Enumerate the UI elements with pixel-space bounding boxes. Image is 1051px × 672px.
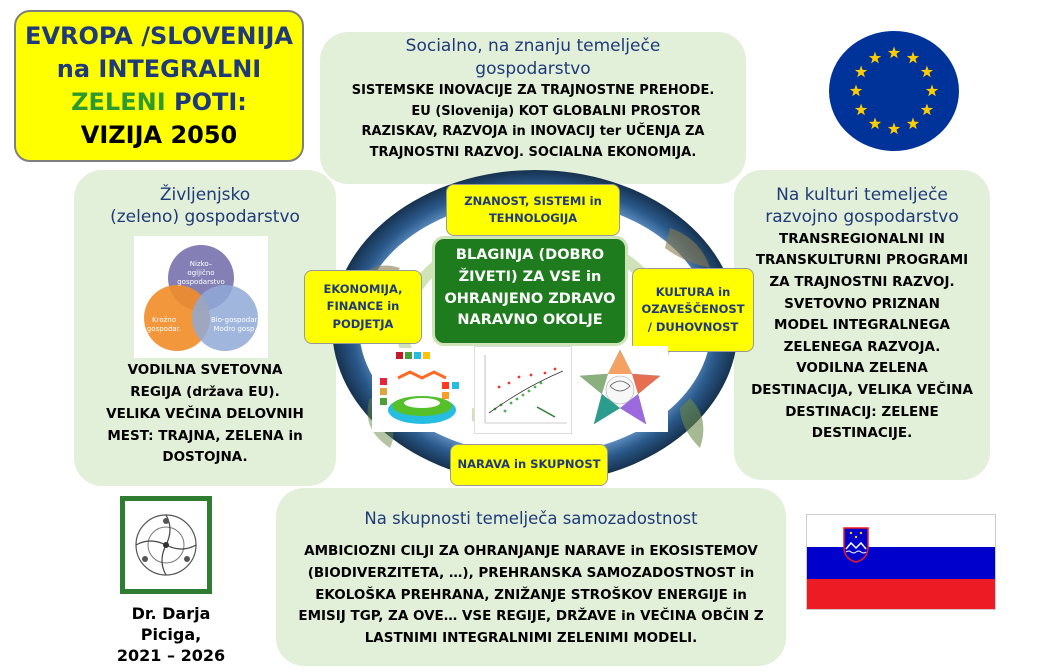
economy-finance-line-2: FINANCE in [326,299,400,314]
culture-economy-title-1: Na kulturi temelječe [776,185,948,205]
venn-top-label-3: gospodarstvo [177,278,225,286]
title-line-3 [16,86,302,119]
knowledge-economy-body-2: EU (Slovenija) KOT GLOBALNI PROSTOR [411,103,701,119]
nature-community-label: NARAVA in SKUPNOST [457,457,601,472]
earth-star-diagram [572,346,668,432]
community-body-2: (BIODIVERZITETA, …), PREHRANSKA SAMOZADOSTNOST in [307,565,755,582]
venn-left-label-2: gospodar. [146,325,182,333]
community-body-1: AMBICIOZNI CILJI ZA OHRANJANJE NARAVE in EKOSISTEMOV [304,543,758,560]
nature-community-box [450,444,608,486]
author-logo [120,496,212,594]
title-line-4: VIZIJA 2050 [80,121,238,150]
community-body-4: EMISIJ TGP, ZA OVE… VSE REGIJE, DRŽAVE in VEČINA OBČIN Z [298,608,764,625]
wellbeing-core-box [432,236,628,346]
economy-finance-line-3: PODJETJA [332,316,394,331]
knowledge-economy-body-3: RAZISKAV, RAZVOJA in INOVACIJ ter UČENJA ZA [361,124,705,140]
author-years: 2021 – 2026 [116,645,226,665]
green-economy-bubble [74,170,336,486]
venn-top-label-2: ogljično [187,269,215,277]
wellbeing-core-line-3: OHRANJENO ZDRAVO [444,290,616,307]
science-technology-line-2: TEHNOLOGIJA [488,211,578,225]
title-line-2-text: na INTEGRALNI [56,55,262,84]
wellbeing-core-line-2: ŽIVETI) ZA VSE in [458,268,602,285]
knowledge-economy-body-1: SISTEMSKE INOVACIJE ZA TRAJNOSTNE PREHODE. [351,82,715,98]
green-economy-body-2: REGIJA (država EU). [130,383,280,400]
green-economy-title-2: (zeleno) gospodarstvo [110,207,300,228]
venn-right-label-1: Bio-gospodar. [211,316,259,324]
green-economy-title-1: Življenjsko [159,185,251,205]
scatter-chart-image [474,346,572,434]
green-economy-body-1: VODILNA SVETOVNA [127,362,283,378]
culture-economy-body-9: DESTINACIJ: ZELENE [785,403,939,420]
culture-economy-body-5: MODEL INTEGRALNEGA [774,317,950,334]
culture-spirituality-line-3: / DUHOVNOST [647,319,739,334]
green-economy-body-4: MEST: TRAJNA, ZELENA in [107,427,303,444]
sdg-donut-image [372,348,472,432]
wellbeing-core-line-1: BLAGINJA (DOBRO [455,247,605,263]
knowledge-economy-body-4: TRAJNOSTNI RAZVOJ. SOCIALNA EKONOMIJA. [369,145,697,161]
title-green-word: ZELENI [71,88,166,117]
science-technology-box [446,184,620,236]
knowledge-economy-title-2: gospodarstvo [475,58,591,79]
wellbeing-core-line-4: NARAVNO OKOLJE [457,312,603,329]
author-credit [96,604,246,666]
culture-economy-body-6: ZELENEGA RAZVOJA. [783,338,941,355]
green-economy-body-3: VELIKA VEČINA DELOVNIH [106,405,304,422]
community-body-5: LASTNIMI INTEGRALNIMI ZELENIMI MODELI. [364,629,698,646]
science-technology-line-1: ZNANOST, SISTEMI in [464,193,602,208]
title-line-3-rest: POTI: [165,88,247,117]
slovenia-coat-of-arms-icon [843,527,869,563]
venn-left-label-1: Krožno [152,316,176,324]
culture-spirituality-box [632,268,754,352]
economy-venn-diagram [134,236,268,358]
knowledge-economy-bubble [320,32,746,184]
title-line-2 [16,53,302,86]
culture-economy-body-10: DESTINACIJE. [811,425,913,442]
community-self-sufficiency-title: Na skupnosti temelječa samozadostnost [364,509,698,528]
vision-title-box [14,10,304,162]
culture-economy-body-4: SVETOVNO PRIZNAN [784,295,940,312]
culture-economy-body-3: ZA TRAJNOSTNI RAZVOJ. [769,274,955,291]
author-name-line-2: Piciga, [140,624,202,644]
community-self-sufficiency-bubble [276,488,786,666]
culture-economy-body-1: TRANSREGIONALNI IN [779,230,945,247]
knowledge-economy-title-1: Socialno, na znanju temelječe [405,36,661,56]
culture-spirituality-line-1: KULTURA in [655,285,731,300]
culture-spirituality-line-2: OZAVEŠČENOST [641,302,745,317]
culture-economy-body-7: VODILNA ZELENA [796,360,928,377]
economy-finance-box [304,270,422,344]
title-line-1: EVROPA /SLOVENIJA [25,22,293,50]
culture-economy-title-2: razvojno gospodarstvo [765,207,959,228]
slovenia-flag [806,514,996,610]
economy-finance-line-1: EKONOMIJA, [323,282,403,297]
venn-right-label-2: Modro gosp. [213,325,257,333]
author-name-line-1: Dr. Darja [131,604,211,623]
eu-flag [828,30,960,152]
culture-economy-body-8: DESTINACIJA, VELIKA VEČINA [751,382,973,399]
community-body-3: EKOLOŠKA PREHRANA, ZNIŽANJE STROŠKOV ENERGIJE in [315,586,747,603]
green-economy-body-5: DOSTOJNA. [162,449,248,466]
culture-economy-bubble [734,170,990,480]
venn-top-label-1: Nizko– [189,260,213,268]
culture-economy-body-2: TRANSKULTURNI PROGRAMI [755,252,969,269]
